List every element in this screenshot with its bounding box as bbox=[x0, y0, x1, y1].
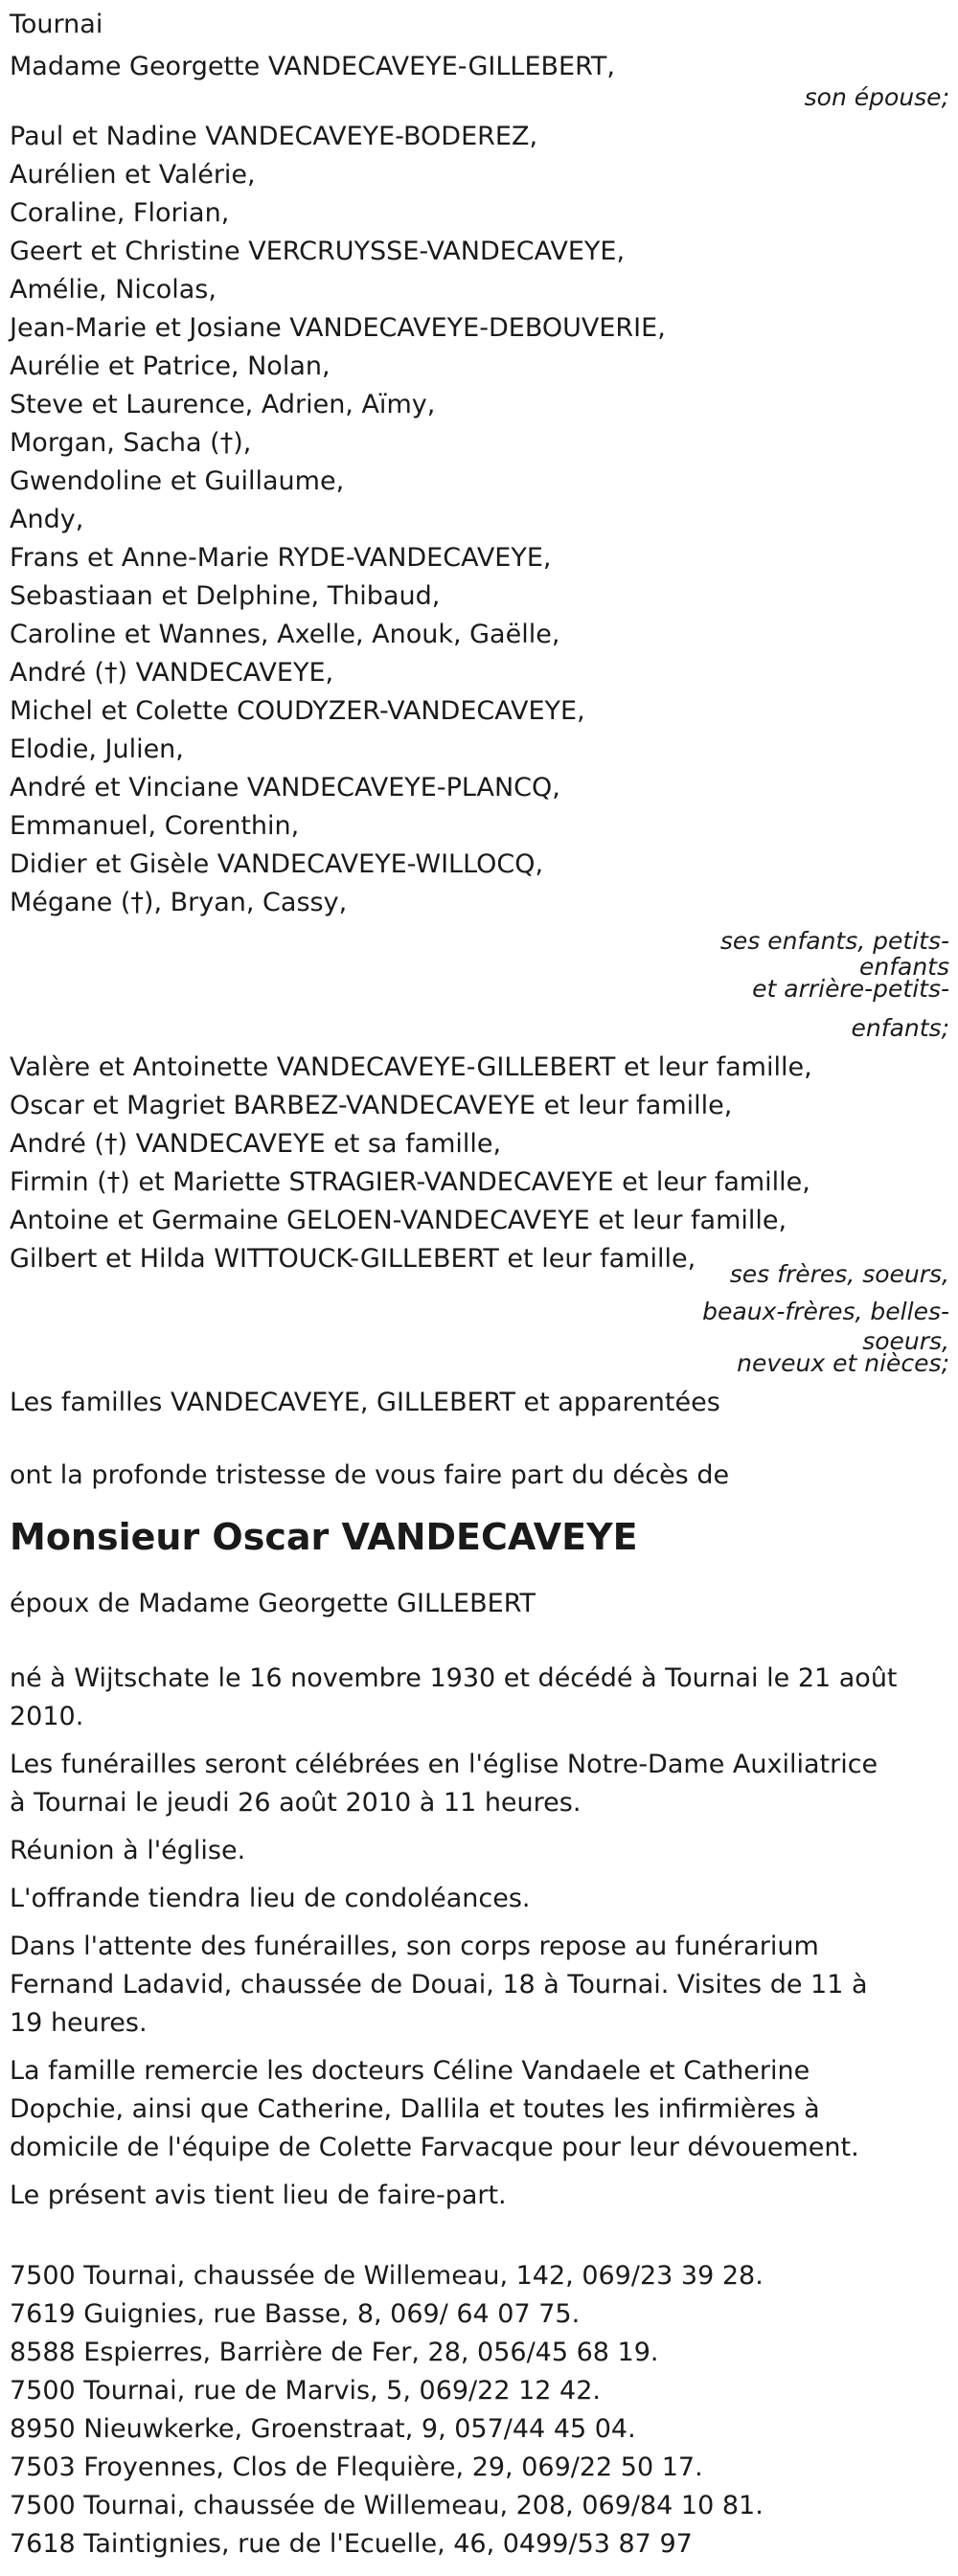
list-item: Sebastiaan et Delphine, Thibaud, bbox=[10, 581, 441, 611]
families-line: Les familles VANDECAVEYE, GILLEBERT et apparentées bbox=[10, 1388, 720, 1417]
offering-paragraph: L'offrande tiendra lieu de condoléances. bbox=[10, 1884, 531, 1913]
address-item: 8950 Nieuwkerke, Groenstraat, 9, 057/44 45 04. bbox=[10, 2414, 636, 2444]
obituary-column bbox=[10, 6, 953, 2564]
list-item: Caroline et Wannes, Axelle, Anouk, Gaëlle, bbox=[10, 620, 560, 649]
list-item: Oscar et Magriet BARBEZ-VANDECAVEYE et leur famille, bbox=[10, 1091, 733, 1120]
funeral-paragraph: Les funérailles seront célébrées en l'église Notre-Dame Auxiliatrice à Tournai le jeudi 26 août 2010 à 11 heures. bbox=[10, 1750, 878, 1818]
funerarium-paragraph: Dans l'attente des funérailles, son corps repose au funérarium Fernand Ladavid, chaussée de Douai, 18 à Tournai. Visites de 11 à 19 heures. bbox=[10, 1932, 868, 2038]
list-item: Geert et Christine VERCRUYSSE-VANDECAVEYE, bbox=[10, 237, 626, 266]
address-item: 8588 Espierres, Barrière de Fer, 28, 056/45 68 19. bbox=[10, 2338, 659, 2367]
list-item: André (†) VANDECAVEYE et sa famille, bbox=[10, 1129, 502, 1159]
city-header: Tournai bbox=[10, 10, 103, 39]
deceased-name: Monsieur Oscar VANDECAVEYE bbox=[10, 1516, 638, 1558]
list-item: Gwendoline et Guillaume, bbox=[10, 466, 345, 496]
deceased-spouse-line: époux de Madame Georgette GILLEBERT bbox=[10, 1589, 536, 1618]
list-item: Morgan, Sacha (†), bbox=[10, 428, 252, 458]
list-item: Aurélie et Patrice, Nolan, bbox=[10, 351, 331, 381]
list-item: Valère et Antoinette VANDECAVEYE-GILLEBERT et leur famille, bbox=[10, 1052, 812, 1082]
list-item: Gilbert et Hilda WITTOUCK-GILLEBERT et leur famille, bbox=[10, 1244, 696, 1274]
thanks-paragraph: La famille remercie les docteurs Céline Vandaele et Catherine Dopchie, ainsi que Catherine, Dallila et toutes les infirmières à domicile de l'équipe de Colette Farvacque pour leur dévouement. bbox=[10, 2056, 859, 2162]
list-item: Jean-Marie et Josiane VANDECAVEYE-DEBOUVERIE, bbox=[10, 313, 666, 343]
list-item: Andy, bbox=[10, 505, 84, 534]
list-item: André et Vinciane VANDECAVEYE-PLANCQ, bbox=[10, 773, 560, 802]
list-item: Didier et Gisèle VANDECAVEYE-WILLOCQ, bbox=[10, 849, 544, 879]
list-item: Michel et Colette COUDYZER-VANDECAVEYE, bbox=[10, 696, 585, 726]
spouse-name: Madame Georgette VANDECAVEYE-GILLEBERT, bbox=[10, 52, 615, 81]
siblings-role: ses frères, soeurs, beaux-frères, belles- soeurs, neveux et nièces; bbox=[702, 1260, 949, 1377]
list-item: Frans et Anne-Marie RYDE-VANDECAVEYE, bbox=[10, 543, 552, 573]
list-item: Elodie, Julien, bbox=[10, 734, 184, 764]
list-item: Mégane (†), Bryan, Cassy, bbox=[10, 888, 348, 917]
notice-paragraph: Le présent avis tient lieu de faire-part. bbox=[10, 2181, 507, 2210]
list-item: André (†) VANDECAVEYE, bbox=[10, 658, 334, 688]
birth-death-paragraph: né à Wijtschate le 16 novembre 1930 et décédé à Tournai le 21 août 2010. bbox=[10, 1663, 898, 1731]
address-item: 7500 Tournai, chaussée de Willemeau, 142, 069/23 39 28. bbox=[10, 2261, 764, 2291]
announcement-line: ont la profonde tristesse de vous faire part du décès de bbox=[10, 1460, 730, 1490]
children-role: ses enfants, petits- enfants et arrière-petits- enfants; bbox=[719, 927, 949, 1042]
list-item: Aurélien et Valérie, bbox=[10, 160, 256, 190]
addresses-list bbox=[10, 2257, 953, 2564]
address-item: 7500 Tournai, rue de Marvis, 5, 069/22 12 42. bbox=[10, 2376, 601, 2406]
address-item: 7503 Froyennes, Clos de Flequière, 29, 069/22 50 17. bbox=[10, 2452, 703, 2482]
address-item: 7618 Taintignies, rue de l'Ecuelle, 46, 0499/53 87 97 bbox=[10, 2529, 693, 2559]
reunion-paragraph: Réunion à l'église. bbox=[10, 1836, 246, 1865]
address-item: 7619 Guignies, rue Basse, 8, 069/ 64 07 75. bbox=[10, 2299, 581, 2329]
list-item: Emmanuel, Corenthin, bbox=[10, 811, 300, 841]
list-item: Amélie, Nicolas, bbox=[10, 275, 217, 305]
list-item: Coraline, Florian, bbox=[10, 198, 230, 228]
address-item: 7500 Tournai, chaussée de Willemeau, 208, 069/84 10 81. bbox=[10, 2491, 764, 2520]
children-list bbox=[10, 118, 953, 922]
list-item: Antoine et Germaine GELOEN-VANDECAVEYE et leur famille, bbox=[10, 1206, 787, 1235]
list-item: Steve et Laurence, Adrien, Aïmy, bbox=[10, 390, 436, 419]
spouse-role: son épouse; bbox=[804, 83, 949, 111]
list-item: Paul et Nadine VANDECAVEYE-BODEREZ, bbox=[10, 122, 538, 151]
siblings-list bbox=[10, 1049, 953, 1278]
list-item: Firmin (†) et Mariette STRAGIER-VANDECAVEYE et leur famille, bbox=[10, 1167, 810, 1197]
